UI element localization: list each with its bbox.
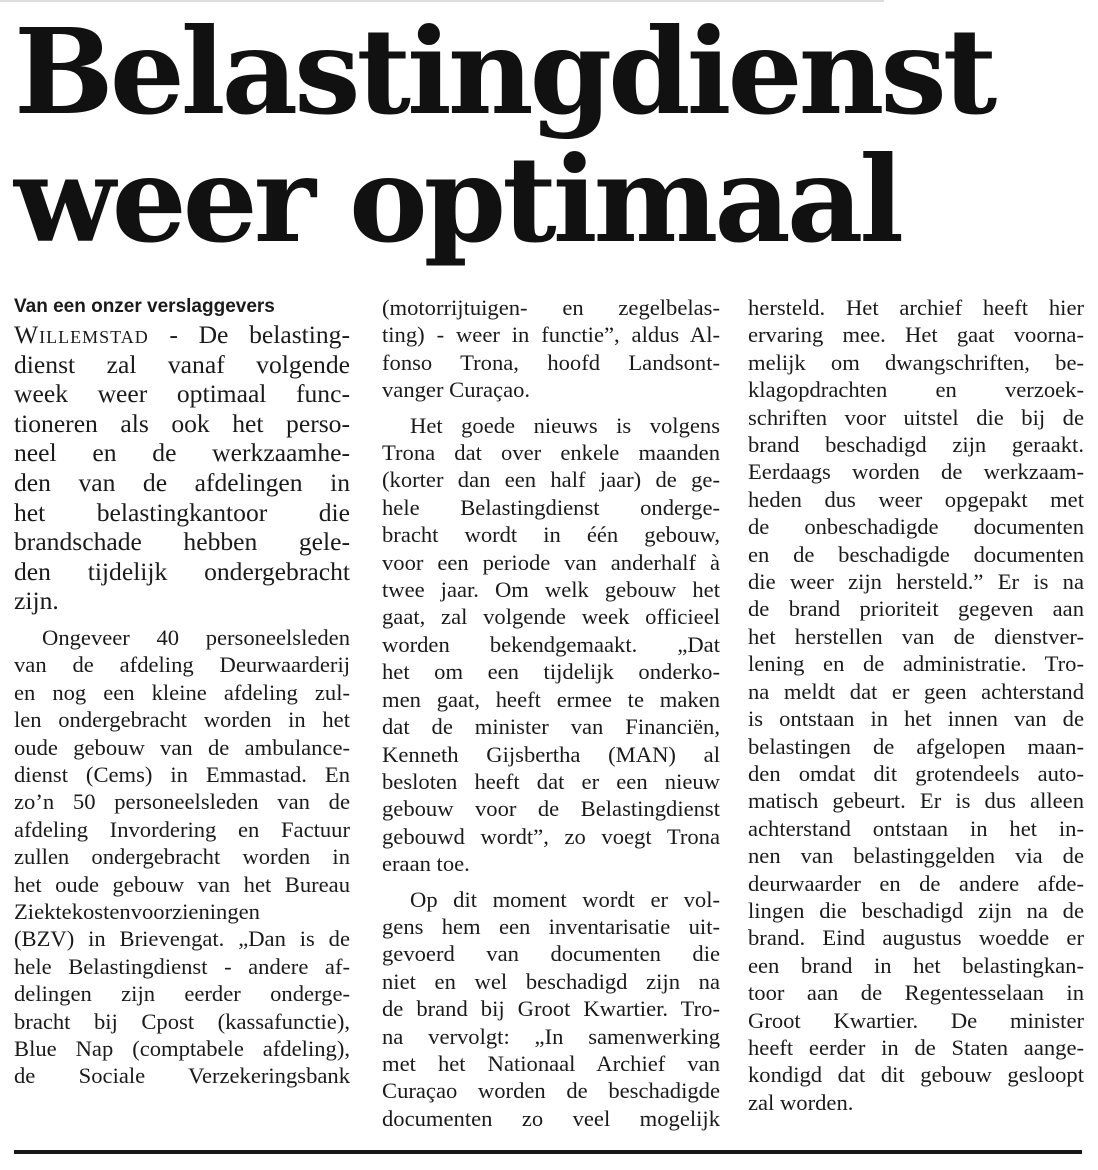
text-line: klagopdrachten en verzoek- (748, 377, 1084, 403)
text-line: gebouwd wordt”, zo voegt Trona (382, 823, 720, 849)
text-line: zal worden. (748, 1089, 854, 1115)
text-line: die weer zijn hersteld.” Er is na (748, 569, 1084, 595)
text-line: eraan toe. (382, 851, 470, 877)
text-line: schriften voor uitstel die bij de (748, 404, 1084, 430)
text-line: na vervolgt: „In samenwerking (382, 1023, 720, 1049)
text-line: brand. Eind augustus woedde er (748, 925, 1084, 951)
text-line: lening en de administratie. Tro- (748, 651, 1084, 677)
text-line: zijn. (14, 586, 59, 616)
text-line: week weer optimaal func- (14, 379, 350, 409)
text-line: met het Nationaal Archief van (382, 1050, 720, 1076)
text-line: niet en wel beschadigd zijn na (382, 968, 720, 994)
text-line: Blue Nap (comptabele afdeling), (14, 1036, 350, 1062)
text-line: heden dus weer opgepakt met (748, 486, 1084, 512)
text-line: documenten zo veel mogelijk (382, 1105, 720, 1131)
text-line: gebouw voor de Belastingdienst (382, 796, 720, 822)
text-line: toor aan de Regentesselaan in (748, 980, 1084, 1006)
text-line: gaat, zal volgende week officieel (382, 604, 720, 630)
text-line: Ongeveer 40 personeelsleden (42, 624, 350, 650)
paragraph (382, 294, 720, 404)
text-line: len ondergebracht worden in het (14, 707, 350, 733)
bottom-rule (14, 1150, 1082, 1154)
text-line: (korter dan een half jaar) de ge- (382, 467, 720, 493)
headline-line-2: weer optimaal (14, 130, 901, 269)
text-line: gens hem een inventarisatie uit- (382, 913, 720, 939)
text-line: zullen ondergebracht worden in (14, 844, 350, 870)
text-line: twee jaar. Om welk gebouw het (382, 577, 720, 603)
text-line: afdeling Invordering en Factuur (14, 816, 350, 842)
paragraph (14, 624, 350, 1090)
text-line: nen van belastinggelden via de (748, 843, 1084, 869)
text-line: is ontstaan in het innen van de (748, 706, 1084, 732)
text-line: den omdat dit grotendeels auto- (748, 760, 1084, 786)
column-3 (748, 294, 1084, 1116)
text-line: Trona dat over enkele maanden (382, 440, 720, 466)
text-line: Eerdaags worden de werkzaam- (748, 459, 1084, 485)
text-line: tioneren als ook het perso- (14, 408, 350, 438)
text-line: hele Belastingdienst onderge- (382, 494, 720, 520)
text-line: en nog een kleine afdeling zul- (14, 679, 350, 705)
text-line: fonso Trona, hoofd Landsont- (382, 349, 720, 375)
lead-first-line (14, 320, 350, 350)
text-line: hele Belastingdienst - andere af- (14, 953, 350, 979)
text-line: bracht wordt in één gebouw, (382, 522, 720, 548)
text-line: de brand prioriteit gegeven aan (748, 596, 1084, 622)
text-line: het om een tijdelijk onderko- (382, 659, 720, 685)
text-line: belastingen de afgelopen maan- (748, 733, 1084, 759)
text-line: een brand in het belastingkan- (748, 952, 1084, 978)
text-line: den tijdelijk ondergebracht (14, 556, 350, 586)
paragraph (382, 412, 720, 878)
text-line: dienst (Cems) in Emmastad. En (14, 761, 350, 787)
paragraph (748, 294, 1084, 1116)
text-line: matisch gebeurt. Er is dus alleen (748, 788, 1084, 814)
text-line: na meldt dat er geen achterstand (748, 678, 1084, 704)
text-line: hersteld. Het archief heeft hier (748, 295, 1084, 320)
text-line: kondigd dat dit gebouw gesloopt (748, 1062, 1084, 1088)
text-line: het belastingkantoor die (14, 497, 350, 527)
text-line: de Sociale Verzekeringsbank (14, 1063, 350, 1089)
text-line: het herstellen van de dienstver- (748, 623, 1084, 649)
text-line: gevoerd van documenten die (382, 941, 720, 967)
text-line: van de afdeling Deurwaarderij (14, 652, 350, 678)
text-line: neel en de werkzaamhe- (14, 438, 350, 468)
text-line: ting) - weer in functie”, aldus Al- (382, 322, 720, 348)
text-line: brandschade hebben gele- (14, 527, 350, 557)
text-line: Kenneth Gijsbertha (MAN) al (382, 741, 720, 767)
text-line: (BZV) in Brievengat. „Dan is de (14, 926, 350, 952)
text-line: brand beschadigd zijn geraakt. (748, 432, 1084, 458)
column-2 (382, 294, 720, 1132)
text-line: de brand bij Groot Kwartier. Tro- (382, 996, 720, 1022)
text-line: zo’n 50 personeelsleden van de (14, 789, 350, 815)
headline-line-1: Belastingdienst (14, 2, 994, 141)
text-line: Groot Kwartier. De minister (748, 1007, 1084, 1033)
text-line: vanger Curaçao. (382, 377, 531, 403)
text-line: Op dit moment wordt er vol- (410, 886, 720, 912)
text-line: achterstand ontstaan in het in- (748, 815, 1084, 841)
dateline: Willemstad (14, 320, 149, 349)
text-line: men gaat, heeft ermee te maken (382, 686, 720, 712)
text-line: Het goede nieuws is volgens (410, 412, 720, 438)
text-line: (motorrijtuigen- en zegelbelas- (382, 295, 720, 320)
text-line: worden bekendgemaakt. „Dat (382, 631, 720, 657)
lead-first-line-rest: - De belasting- (169, 320, 350, 349)
text-line: deurwaarder en de andere afde- (748, 870, 1084, 896)
text-line: voor een periode van anderhalf à (382, 549, 720, 575)
text-line: lingen die beschadigd zijn na de (748, 897, 1084, 923)
text-line: den van de afdelingen in (14, 467, 350, 497)
byline: Van een onzer verslaggevers (14, 296, 275, 317)
text-line: dienst zal vanaf volgende (14, 349, 350, 379)
text-line: besloten heeft dat er een nieuw (382, 768, 720, 794)
text-line: oude gebouw van de ambulance- (14, 734, 350, 760)
text-line: het oude gebouw van het Bureau (14, 871, 350, 897)
paragraph (382, 886, 720, 1133)
text-line: Ziektekostenvoorzieningen (14, 899, 260, 924)
text-line: Curaçao worden de beschadigde (382, 1078, 720, 1104)
text-line: ervaring mee. Het gaat voorna- (748, 322, 1084, 348)
text-line: delingen zijn eerder onderge- (14, 981, 350, 1007)
text-line: dat de minister van Financiën, (382, 714, 720, 740)
text-line: bracht bij Cpost (kassafunctie), (14, 1008, 350, 1034)
text-line: de onbeschadigde documenten (748, 514, 1084, 540)
lead-lines (14, 350, 350, 616)
text-line: en de beschadigde documenten (748, 541, 1084, 567)
headline (14, 2, 994, 269)
text-line: melijk om dwangschriften, be- (748, 349, 1084, 375)
column-1 (14, 294, 350, 1090)
lead-paragraph (14, 320, 350, 616)
text-line: heeft eerder in de Staten aange- (748, 1034, 1084, 1060)
